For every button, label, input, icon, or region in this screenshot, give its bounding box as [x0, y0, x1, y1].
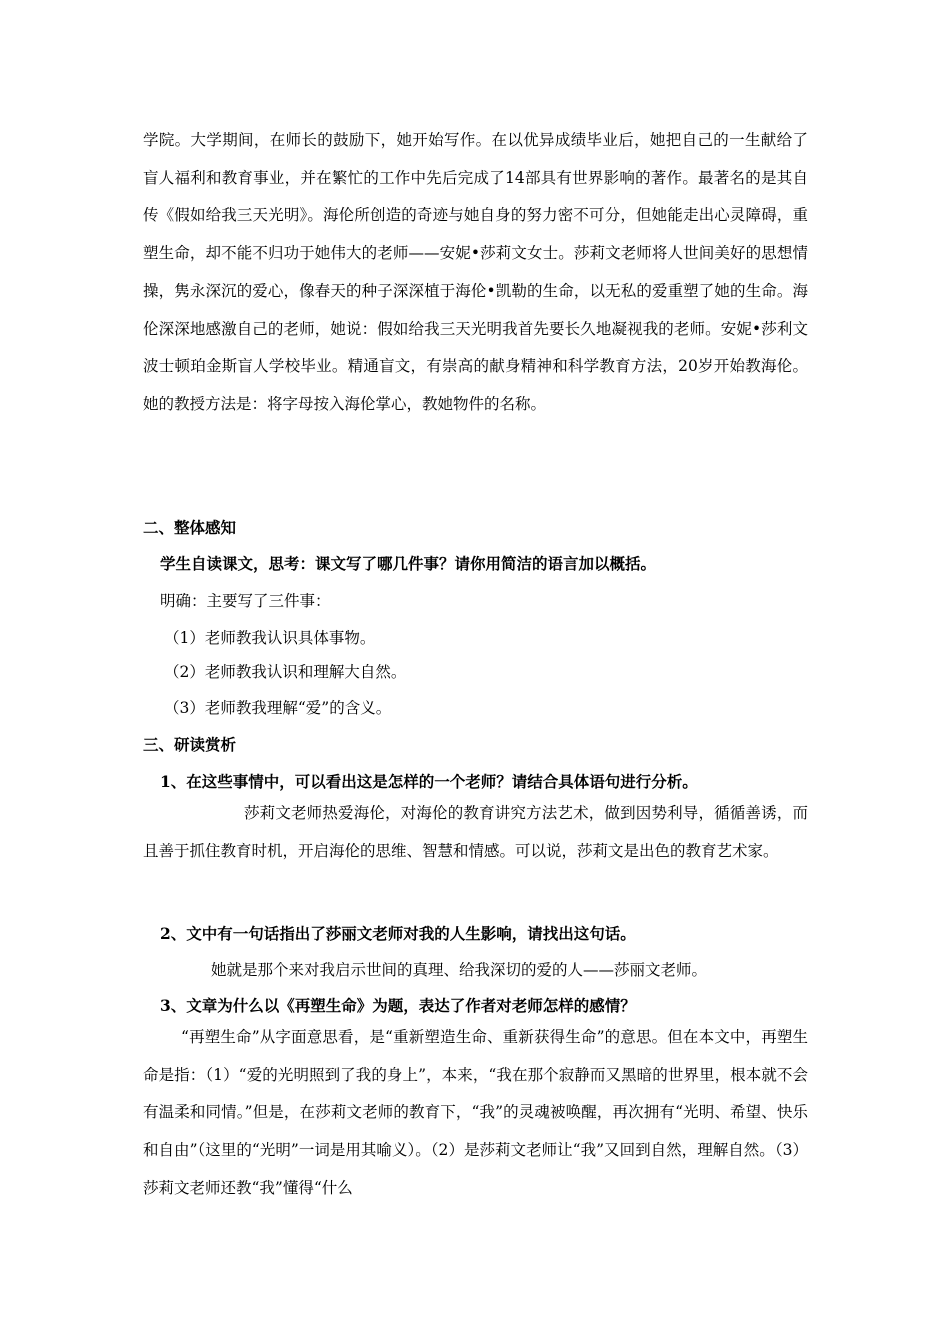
intro-paragraph: 学院。大学期间，在师长的鼓励下，她开始写作。在以优异成绩毕业后，她把自己的一生献给了盲人福利和教育事业，并在繁忙的工作中先后完成了14部具有世界影响的著作。最著名的是其自传《假如给我三天光明》。海伦所创造的奇迹与她自身的努力密不可分，但她能走出心灵障碍，重塑生命，却不能不归功于她伟大的老师——安妮•莎莉文女士。莎莉文老师将人世间美好的思想情操，隽永深沉的爱心，像春天的种子深深植于海伦•凯勒的生命，以无私的爱重塑了她的生命。海伦深深地感激自己的老师，她说：假如给我三天光明我首先要长久地凝视我的老师。安妮•莎利文波士顿珀金斯盲人学校毕业。精通盲文，有崇高的献身精神和科学教育方法，20岁开始教海伦。她的教授方法是：将字母按入海伦掌心，教她物件的名称。 — [143, 131, 808, 413]
section3-question-1: 1、在这些事情中，可以看出这是怎样的一个老师？请结合具体语句进行分析。 — [160, 772, 698, 791]
section2-answer-intro: 明确：主要写了三件事： — [160, 592, 331, 610]
section2-heading: 二、整体感知 — [143, 518, 237, 537]
section3-answer-3: “再塑生命”从字面意思看，是“重新塑造生命、重新获得生命”的意思。但在本文中，再塑生命是指：（1）“爱的光明照到了我的身上”，本来，“我在那个寂静而又黑暗的世界里，根本就不会有温柔和同情。”但是，在莎莉文老师的教育下，“我”的灵魂被唤醒，再次拥有“光明、希望、快乐和自由”（这里的“光明”一词是用其喻义）。（2）是莎莉文老师让“我”又回到自然，理解自然。（3）莎莉文老师还教“我”懂得“什么 — [143, 1028, 808, 1197]
section3-question-2: 2、文中有一句话指出了莎丽文老师对我的人生影响，请找出这句话。 — [160, 924, 636, 943]
section3-answer-2: 她就是那个来对我启示世间的真理、给我深切的爱的人——莎丽文老师。 — [211, 961, 708, 979]
section2-question: 学生自读课文，思考：课文写了哪几件事？请你用简洁的语言加以概括。 — [160, 554, 657, 573]
section2-item-3: （3）老师教我理解“爱”的含义。 — [164, 699, 392, 717]
section2-item-1: （1）老师教我认识具体事物。 — [164, 629, 376, 647]
section2-item-2: （2）老师教我认识和理解大自然。 — [164, 663, 407, 681]
section3-heading: 三、研读赏析 — [143, 735, 237, 754]
section3-question-3: 3、文章为什么以《再塑生命》为题，表达了作者对老师怎样的感情？ — [160, 996, 636, 1015]
section3-answer-1: 莎莉文老师热爱海伦，对海伦的教育讲究方法艺术，做到因势利导，循循善诱，而且善于抓住教育时机，开启海伦的思维、智慧和情感。可以说，莎莉文是出色的教育艺术家。 — [143, 804, 808, 860]
